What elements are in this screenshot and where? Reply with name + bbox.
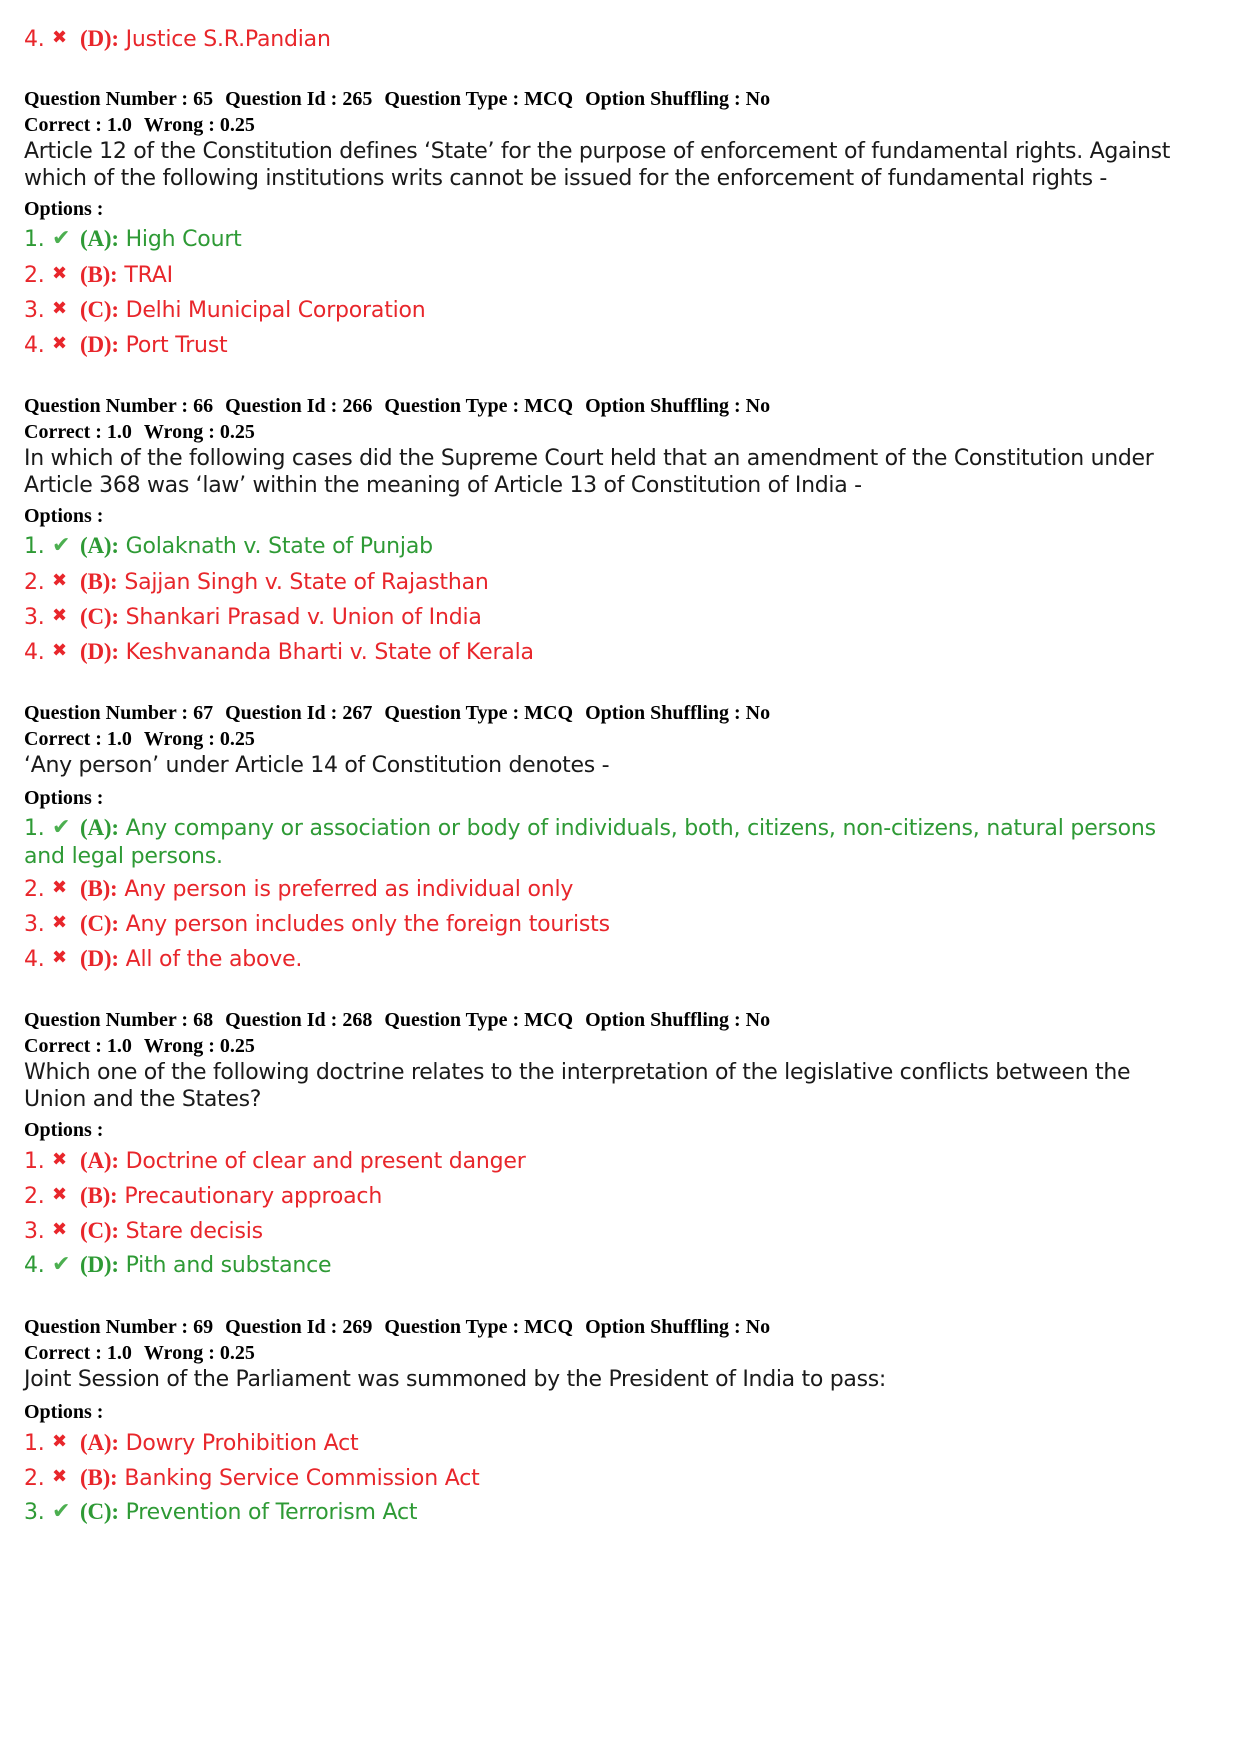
option-item xyxy=(24,260,1184,290)
options-heading: Options : xyxy=(24,505,104,527)
correct-marks: Correct : 1.0 xyxy=(24,1035,132,1057)
option-label: (B): xyxy=(80,569,118,594)
option-label: (D): xyxy=(80,26,119,51)
option-item xyxy=(24,295,1184,325)
option-text: Any person is preferred as individual only xyxy=(124,877,574,902)
question-meta-id: Question Id : 268 xyxy=(225,1009,373,1031)
option-label: (C): xyxy=(80,604,119,629)
wrong-marks: Wrong : 0.25 xyxy=(143,114,255,136)
option-text: Sajjan Singh v. State of Rajasthan xyxy=(124,570,489,595)
option-text: Doctrine of clear and present danger xyxy=(125,1149,526,1174)
option-label: (A): xyxy=(80,226,119,251)
question-meta-id: Question Id : 265 xyxy=(225,88,373,110)
option-number: 3. xyxy=(24,1219,45,1244)
question-meta-shuffle: Option Shuffling : No xyxy=(585,88,771,110)
question-meta-shuffle: Option Shuffling : No xyxy=(585,1316,771,1338)
options-heading: Options : xyxy=(24,1119,104,1141)
options-heading: Options : xyxy=(24,198,104,220)
option-number: 4. xyxy=(24,640,45,665)
cross-icon: ✖ xyxy=(52,1466,67,1487)
wrong-marks: Wrong : 0.25 xyxy=(143,421,255,443)
option-text: Justice S.R.Pandian xyxy=(125,27,331,52)
option-number: 1. xyxy=(24,816,45,841)
option-item xyxy=(24,1146,1184,1176)
option-item xyxy=(24,814,1184,871)
option-text: Banking Service Commission Act xyxy=(124,1466,480,1491)
option-label: (B): xyxy=(80,262,118,287)
cross-icon: ✖ xyxy=(52,605,67,626)
option-text: Port Trust xyxy=(125,333,228,358)
option-text: Dowry Prohibition Act xyxy=(125,1431,359,1456)
correct-marks: Correct : 1.0 xyxy=(24,421,132,443)
question-text: Which one of the following doctrine relates to the interpretation of the legislative conflicts between the Union and the States? xyxy=(24,1060,1131,1112)
option-text: Pith and substance xyxy=(125,1253,332,1278)
cross-icon: ✖ xyxy=(52,1431,67,1452)
option-number: 3. xyxy=(24,605,45,630)
option-number: 4. xyxy=(24,947,45,972)
wrong-marks: Wrong : 0.25 xyxy=(143,728,255,750)
option-number: 1. xyxy=(24,534,45,559)
question-meta-shuffle: Option Shuffling : No xyxy=(585,1009,771,1031)
question-marks xyxy=(24,1339,1184,1367)
question-header xyxy=(24,699,1184,727)
option-label: (A): xyxy=(80,1148,119,1173)
question-meta-type: Question Type : MCQ xyxy=(384,88,574,110)
cross-icon: ✖ xyxy=(52,947,67,968)
question-meta-shuffle: Option Shuffling : No xyxy=(585,702,771,724)
cross-icon: ✖ xyxy=(52,877,67,898)
option-item xyxy=(24,567,1184,597)
question-marks xyxy=(24,111,1184,139)
option-text: All of the above. xyxy=(125,947,303,972)
question-meta-type: Question Type : MCQ xyxy=(384,1316,574,1338)
option-number: 1. xyxy=(24,1149,45,1174)
option-number: 2. xyxy=(24,570,45,595)
cross-icon: ✖ xyxy=(52,570,67,591)
option-number: 3. xyxy=(24,1500,45,1525)
option-number: 4. xyxy=(24,333,45,358)
option-label: (A): xyxy=(80,815,119,840)
option-number: 2. xyxy=(24,877,45,902)
correct-marks: Correct : 1.0 xyxy=(24,728,132,750)
option-item xyxy=(24,1251,1184,1280)
option-number: 2. xyxy=(24,1184,45,1209)
question-text: Article 12 of the Constitution defines ‘State’ for the purpose of enforcement of fundamental rights. Against which of the following institutions writs cannot be issued for the enforcement of fundamental rights - xyxy=(24,139,1171,191)
option-item xyxy=(24,1428,1184,1458)
option-item xyxy=(24,637,1184,667)
check-icon: ✔ xyxy=(52,533,71,558)
option-label: (C): xyxy=(80,297,119,322)
question-text: ‘Any person’ under Article 14 of Constitution denotes - xyxy=(24,753,610,778)
option-item xyxy=(24,909,1184,939)
option-item xyxy=(24,1216,1184,1246)
question-header xyxy=(24,85,1184,113)
option-number: 1. xyxy=(24,1431,45,1456)
option-text: Shankari Prasad v. Union of India xyxy=(125,605,482,630)
question-meta-type: Question Type : MCQ xyxy=(384,702,574,724)
question-meta-id: Question Id : 267 xyxy=(225,702,373,724)
option-text: Any company or association or body of individuals, both, citizens, non-citizens, natural persons and legal persons. xyxy=(24,816,1156,869)
check-icon: ✔ xyxy=(52,1252,71,1277)
option-item xyxy=(24,1498,1184,1527)
correct-marks: Correct : 1.0 xyxy=(24,114,132,136)
cross-icon: ✖ xyxy=(52,27,67,48)
option-item xyxy=(24,24,1184,54)
option-text: Golaknath v. State of Punjab xyxy=(125,534,433,559)
question-marks xyxy=(24,1032,1184,1060)
option-item xyxy=(24,532,1184,561)
cross-icon: ✖ xyxy=(52,333,67,354)
question-meta-id: Question Id : 269 xyxy=(225,1316,373,1338)
cross-icon: ✖ xyxy=(52,298,67,319)
cross-icon: ✖ xyxy=(52,1219,67,1240)
option-item xyxy=(24,225,1184,254)
question-text: Joint Session of the Parliament was summoned by the President of India to pass: xyxy=(24,1367,887,1392)
option-label: (D): xyxy=(80,946,119,971)
question-meta-type: Question Type : MCQ xyxy=(384,1009,574,1031)
option-label: (A): xyxy=(80,533,119,558)
check-icon: ✔ xyxy=(52,815,71,840)
cross-icon: ✖ xyxy=(52,640,67,661)
option-number: 4. xyxy=(24,27,45,52)
question-header xyxy=(24,392,1184,420)
question-text: In which of the following cases did the Supreme Court held that an amendment of the Constitution under Article 368 was ‘law’ within the meaning of Article 13 of Constitution of India - xyxy=(24,446,1154,498)
check-icon: ✔ xyxy=(52,226,71,251)
option-label: (B): xyxy=(80,876,118,901)
cross-icon: ✖ xyxy=(52,1149,67,1170)
question-meta-number: Question Number : 68 xyxy=(24,1009,214,1031)
option-label: (B): xyxy=(80,1183,118,1208)
option-label: (C): xyxy=(80,1218,119,1243)
option-label: (D): xyxy=(80,1252,119,1277)
option-number: 4. xyxy=(24,1253,45,1278)
option-text: High Court xyxy=(125,227,242,252)
question-marks xyxy=(24,725,1184,753)
option-text: Precautionary approach xyxy=(124,1184,383,1209)
question-meta-number: Question Number : 66 xyxy=(24,395,214,417)
option-label: (C): xyxy=(80,911,119,936)
option-number: 2. xyxy=(24,263,45,288)
option-item xyxy=(24,330,1184,360)
option-label: (C): xyxy=(80,1499,119,1524)
option-number: 3. xyxy=(24,912,45,937)
option-text: Prevention of Terrorism Act xyxy=(125,1500,418,1525)
question-meta-number: Question Number : 69 xyxy=(24,1316,214,1338)
option-item xyxy=(24,1181,1184,1211)
check-icon: ✔ xyxy=(52,1499,71,1524)
option-text: Keshvananda Bharti v. State of Kerala xyxy=(125,640,534,665)
question-meta-type: Question Type : MCQ xyxy=(384,395,574,417)
cross-icon: ✖ xyxy=(52,1184,67,1205)
question-meta-number: Question Number : 65 xyxy=(24,88,214,110)
option-item xyxy=(24,944,1184,974)
option-text: TRAI xyxy=(124,263,173,288)
option-number: 2. xyxy=(24,1466,45,1491)
option-item xyxy=(24,602,1184,632)
cross-icon: ✖ xyxy=(52,912,67,933)
cross-icon: ✖ xyxy=(52,263,67,284)
question-header xyxy=(24,1313,1184,1341)
option-number: 3. xyxy=(24,298,45,323)
option-text: Any person includes only the foreign tourists xyxy=(125,912,610,937)
question-meta-number: Question Number : 67 xyxy=(24,702,214,724)
wrong-marks: Wrong : 0.25 xyxy=(143,1342,255,1364)
option-label: (A): xyxy=(80,1430,119,1455)
question-header xyxy=(24,1006,1184,1034)
option-label: (D): xyxy=(80,639,119,664)
question-meta-shuffle: Option Shuffling : No xyxy=(585,395,771,417)
question-meta-id: Question Id : 266 xyxy=(225,395,373,417)
option-item xyxy=(24,874,1184,904)
option-label: (B): xyxy=(80,1465,118,1490)
options-heading: Options : xyxy=(24,787,104,809)
option-item xyxy=(24,1463,1184,1493)
options-heading: Options : xyxy=(24,1401,104,1423)
option-text: Delhi Municipal Corporation xyxy=(125,298,426,323)
option-number: 1. xyxy=(24,227,45,252)
correct-marks: Correct : 1.0 xyxy=(24,1342,132,1364)
option-text: Stare decisis xyxy=(125,1219,263,1244)
wrong-marks: Wrong : 0.25 xyxy=(143,1035,255,1057)
option-label: (D): xyxy=(80,332,119,357)
question-marks xyxy=(24,418,1184,446)
